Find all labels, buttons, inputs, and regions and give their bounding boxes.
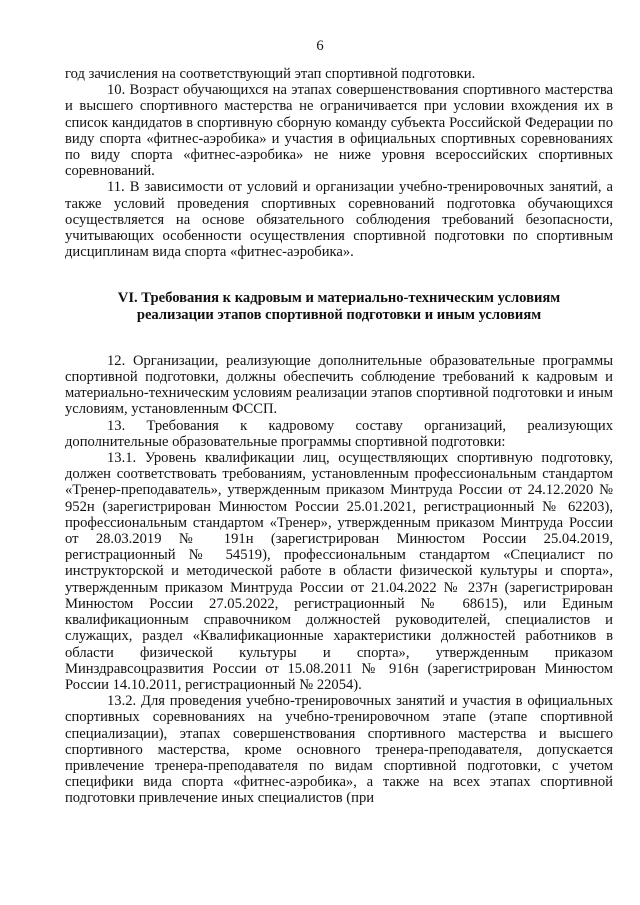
section-heading-line-1: VI. Требования к кадровым и материально-техническим условиям bbox=[117, 290, 561, 307]
paragraph-continuation: год зачисления на соответствующий этап спортивной подготовки. bbox=[65, 66, 476, 82]
paragraph-13: 13. Требования к кадровому составу организаций, реализующих дополнительные образовательные программы спортивной подготовки: bbox=[65, 417, 613, 450]
paragraph-13-1: 13.1. Уровень квалификации лиц, осуществляющих спортивную подготовку, должен соответствовать требованиям, установленным профессиональным стандартом «Тренер-преподаватель», утвержденным приказом Минтруда России от 24.12.2020 № 952н (зарегистрирован Минюстом России 25.01.2021, регистрационный № 62203), профессиональным стандартом «Тренер», утвержденным приказом Минтруда России от 28.03.2019 № 191н (зарегистрирован Минюстом России 25.04.2019, регистрационный № 54519), профессиональным стандартом «Специалист по инструкторской и методической работе в области физической культуры и спорта», утвержденным приказом Минтруда России от 21.04.2022 № 237н (зарегистрирован Минюстом России 27.05.2022, регистрационный № 68615), или Единым квалификационным справочником должностей руководителей, специалистов и служащих, раздел «Квалификационные характеристики должностей работников в области физической культуры и спорта», утвержденным приказом Минздравсоцразвития России от 15.08.2011 № 916н (зарегистрирован Минюстом России 14.10.2011, регистрационный № 22054). bbox=[65, 450, 613, 693]
paragraph-13-2: 13.2. Для проведения учебно-тренировочных занятий и участия в официальных спортивных соревнованиях на учебно-тренировочном этапе (этапе спортивной специализации), этапах совершенствования спортивного мастерства и высшего спортивного мастерства, кроме основного тренера-преподавателя, допускается привлечение тренера-преподавателя по видам спортивной подготовки, с учетом специфики вида спорта «фитнес-аэробика», а также на всех этапах спортивной подготовки привлечение иных специалистов (при bbox=[65, 693, 613, 807]
paragraph-10: 10. Возраст обучающихся на этапах совершенствования спортивного мастерства и высшего спортивного мастерства не ограничивается при условии вхождения их в список кандидатов в спортивную сборную команду субъекта Российской Федерации по виду спорта «фитнес-аэробика» и участия в официальных спортивных соревнованиях по виду спорта «фитнес-аэробика» не ниже уровня всероссийских спортивных соревнований. bbox=[65, 82, 613, 180]
paragraph-12: 12. Организации, реализующие дополнительные образовательные программы спортивной подготовки, должны обеспечить соблюдение требований к кадровым и материально-техническим условиям реализации этапов спортивной подготовки и иным условиям, установленным ФССП. bbox=[65, 352, 613, 418]
section-heading bbox=[65, 290, 613, 322]
page-number: 6 bbox=[316, 38, 324, 54]
document-body bbox=[65, 66, 613, 807]
paragraph-11: 11. В зависимости от условий и организации учебно-тренировочных занятий, а также условий проведения спортивных соревнований подготовка обучающихся осуществляется на основе обязательного соблюдения требований безопасности, учитывающих особенности осуществления спортивной подготовки по спортивным дисциплинам вида спорта «фитнес-аэробика». bbox=[65, 179, 613, 261]
section-heading-line-2: реализации этапов спортивной подготовки и иным условиям bbox=[136, 306, 542, 323]
